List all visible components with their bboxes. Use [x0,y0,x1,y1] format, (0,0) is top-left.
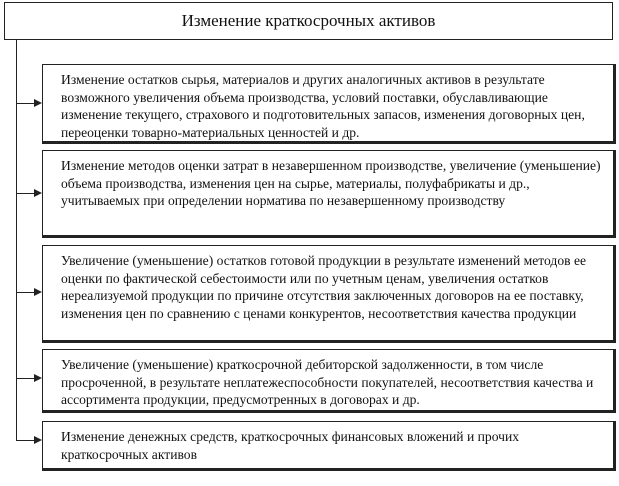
factor-text: Изменение денежных средств, краткосрочных финансовых вложений и прочих краткосрочных активов [61,429,520,462]
factor-box-4 [42,349,616,413]
arrow-head-icon [34,99,42,107]
arrow-head-icon [34,189,42,197]
factor-text: Изменение методов оценки затрат в незавершенном производстве, увеличение (уменьшение) объема производства, изменения цен на сырье, материалы, полуфабрикаты и др., учитываемых при определении норматива по незавершенному производству [61,158,601,208]
factor-box-3 [42,245,616,343]
factor-text: Увеличение (уменьшение) краткосрочной дебиторской задолженности, в том числе просроченной, в результате неплатежеспособности покупателей, несоответствия качества и ассортимента продукции, предусмотренных в договорах и др. [61,357,594,407]
factor-box-2 [42,150,616,238]
factor-text: Увеличение (уменьшение) остатков готовой продукции в результате изменений методов ее оценки по фактической себестоимости или по учетным ценам, увеличения остатков нереализуемой продукции по причине отсутствия заключенных договоров на ее поставку, изменения цен по сравнению с ценами конкурентов, несоответствия качества продукции [61,253,587,321]
factor-text: Изменение остатков сырья, материалов и других аналогичных активов в результате возможного увеличения объема производства, условий поставки, обуславливающие изменение текущего, страхового и подготовительных запасов, изменения договорных цен, переоценки товарно-материальных ценностей и др. [61,72,585,140]
connector-trunk [16,40,17,440]
diagram-title: Изменение краткосрочных активов [4,2,613,40]
factor-box-1 [42,64,616,144]
arrow-head-icon [34,436,42,444]
arrow-head-icon [34,374,42,382]
factor-box-5 [42,421,616,471]
arrow-head-icon [34,288,42,296]
